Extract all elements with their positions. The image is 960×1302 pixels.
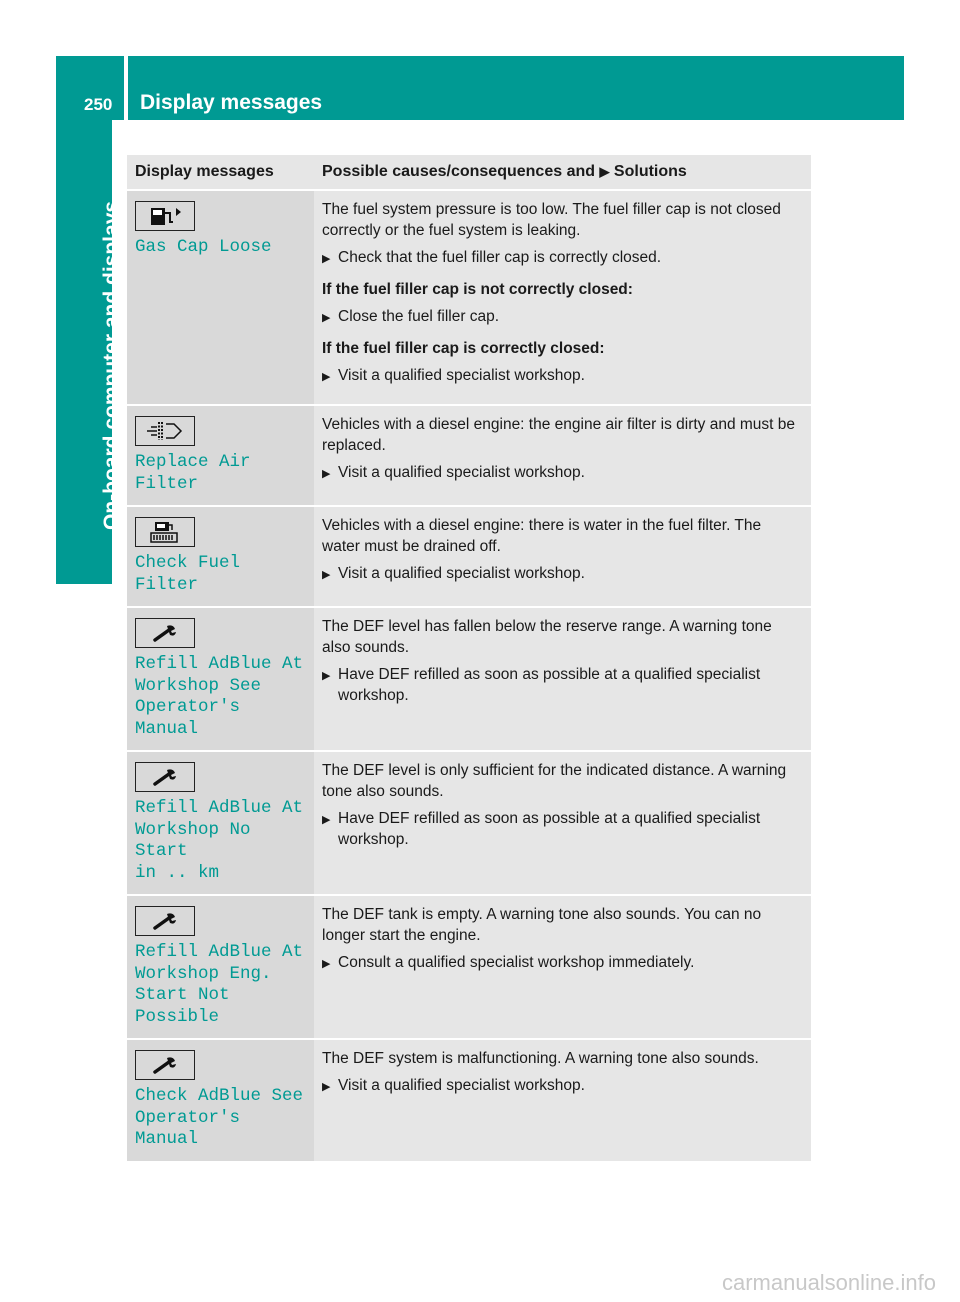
solution-step-text: Visit a qualified specialist workshop.: [338, 464, 585, 481]
solution-cell: [314, 1039, 811, 1162]
solution-step: [322, 808, 803, 850]
display-message-cell: [127, 895, 314, 1039]
solution-step: [322, 247, 803, 270]
cause-text: The DEF system is malfunctioning. A warning tone also sounds.: [322, 1050, 759, 1067]
column-header-messages: [127, 155, 314, 190]
display-message-cell: [127, 506, 314, 607]
display-message-text: Refill AdBlue At Workshop Eng. Start Not Possible: [135, 942, 304, 1027]
arrow-right-icon: ▶: [322, 468, 331, 480]
table-header-row: [127, 155, 811, 190]
solution-step-text: Visit a qualified specialist workshop.: [338, 565, 585, 582]
display-message-cell: [127, 190, 314, 405]
arrow-right-icon: ▶: [322, 1081, 331, 1093]
wrench-icon: [135, 1050, 195, 1080]
watermark: carmanualsonline.info: [721, 1270, 936, 1295]
solution-step: [322, 664, 803, 706]
solution-cell: [314, 405, 811, 506]
column-header-solutions-label-2: Solutions: [613, 163, 687, 180]
table-row: [127, 1039, 811, 1162]
cause-text: Vehicles with a diesel engine: the engine air filter is dirty and must be replaced.: [322, 416, 796, 454]
table-row: [127, 607, 811, 751]
display-message-cell: [127, 405, 314, 506]
table-row: [127, 895, 811, 1039]
display-message-text: Refill AdBlue At Workshop No Start in .. km: [135, 798, 304, 883]
arrow-right-icon: ▶: [322, 569, 331, 581]
display-message-text: Check Fuel Filter: [135, 553, 241, 595]
solution-step-text: Close the fuel filler cap.: [338, 308, 500, 325]
arrow-right-icon: ▶: [322, 253, 331, 265]
arrow-right-icon: ▶: [599, 164, 610, 179]
wrench-icon: [135, 762, 195, 792]
solution-step-text: Check that the fuel filler cap is correctly closed.: [338, 249, 662, 266]
fuel-filter-icon: [135, 517, 195, 547]
wrench-icon: [135, 618, 195, 648]
table-row: [127, 405, 811, 506]
arrow-right-icon: ▶: [322, 312, 331, 324]
display-message-cell: [127, 1039, 314, 1162]
solution-cell: [314, 607, 811, 751]
page-number: 250: [84, 95, 113, 114]
solution-step: [322, 563, 803, 586]
wrench-icon: [135, 906, 195, 936]
cause-text: The DEF tank is empty. A warning tone also sounds. You can no longer start the engine.: [322, 906, 762, 944]
arrow-right-icon: ▶: [322, 814, 331, 826]
arrow-right-icon: ▶: [322, 371, 331, 383]
solution-step: [322, 365, 803, 388]
table-row: [127, 751, 811, 895]
solution-cell: [314, 506, 811, 607]
solution-step: [322, 1075, 803, 1098]
display-message-text: Check AdBlue See Operator's Manual: [135, 1086, 304, 1149]
arrow-right-icon: ▶: [322, 958, 331, 970]
condition-heading: If the fuel filler cap is correctly closed:: [322, 340, 605, 357]
solution-cell: [314, 190, 811, 405]
solution-step: [322, 462, 803, 485]
condition-heading: If the fuel filler cap is not correctly closed:: [322, 281, 633, 298]
page-title: Display messages: [140, 91, 323, 114]
display-message-text: Gas Cap Loose: [135, 237, 272, 257]
solution-step: [322, 952, 803, 975]
solution-cell: [314, 895, 811, 1039]
cause-text: Vehicles with a diesel engine: there is water in the fuel filter. The water must be drained off.: [322, 517, 762, 555]
display-message-cell: [127, 607, 314, 751]
display-message-text: Refill AdBlue At Workshop See Operator's Manual: [135, 654, 304, 739]
solution-step-text: Visit a qualified specialist workshop.: [338, 367, 585, 384]
table-row: [127, 190, 811, 405]
table-row: [127, 506, 811, 607]
solution-step-text: Consult a qualified specialist workshop immediately.: [338, 954, 695, 971]
cause-text: The DEF level has fallen below the reserve range. A warning tone also sounds.: [322, 618, 772, 656]
column-header-solutions: [314, 155, 811, 190]
fuel-cap-icon: [135, 201, 195, 231]
cause-text: The DEF level is only sufficient for the indicated distance. A warning tone also sounds.: [322, 762, 787, 800]
display-messages-table: [127, 155, 811, 1163]
solution-step: [322, 306, 803, 329]
display-message-text: Replace Air Filter: [135, 452, 251, 494]
solution-cell: [314, 751, 811, 895]
air-filter-icon: [135, 416, 195, 446]
solution-step-text: Have DEF refilled as soon as possible at a qualified specialist workshop.: [338, 666, 761, 704]
column-header-messages-label: Display messages: [135, 163, 274, 180]
header-divider: [124, 56, 128, 120]
solution-step-text: Visit a qualified specialist workshop.: [338, 1077, 585, 1094]
display-message-cell: [127, 751, 314, 895]
column-header-solutions-label: Possible causes/consequences and: [322, 163, 596, 180]
cause-text: The fuel system pressure is too low. The fuel filler cap is not closed correctly or the fuel system is leaking.: [322, 201, 781, 239]
solution-step-text: Have DEF refilled as soon as possible at a qualified specialist workshop.: [338, 810, 761, 848]
side-tab-label: On-board computer and displays: [100, 200, 123, 530]
arrow-right-icon: ▶: [322, 670, 331, 682]
